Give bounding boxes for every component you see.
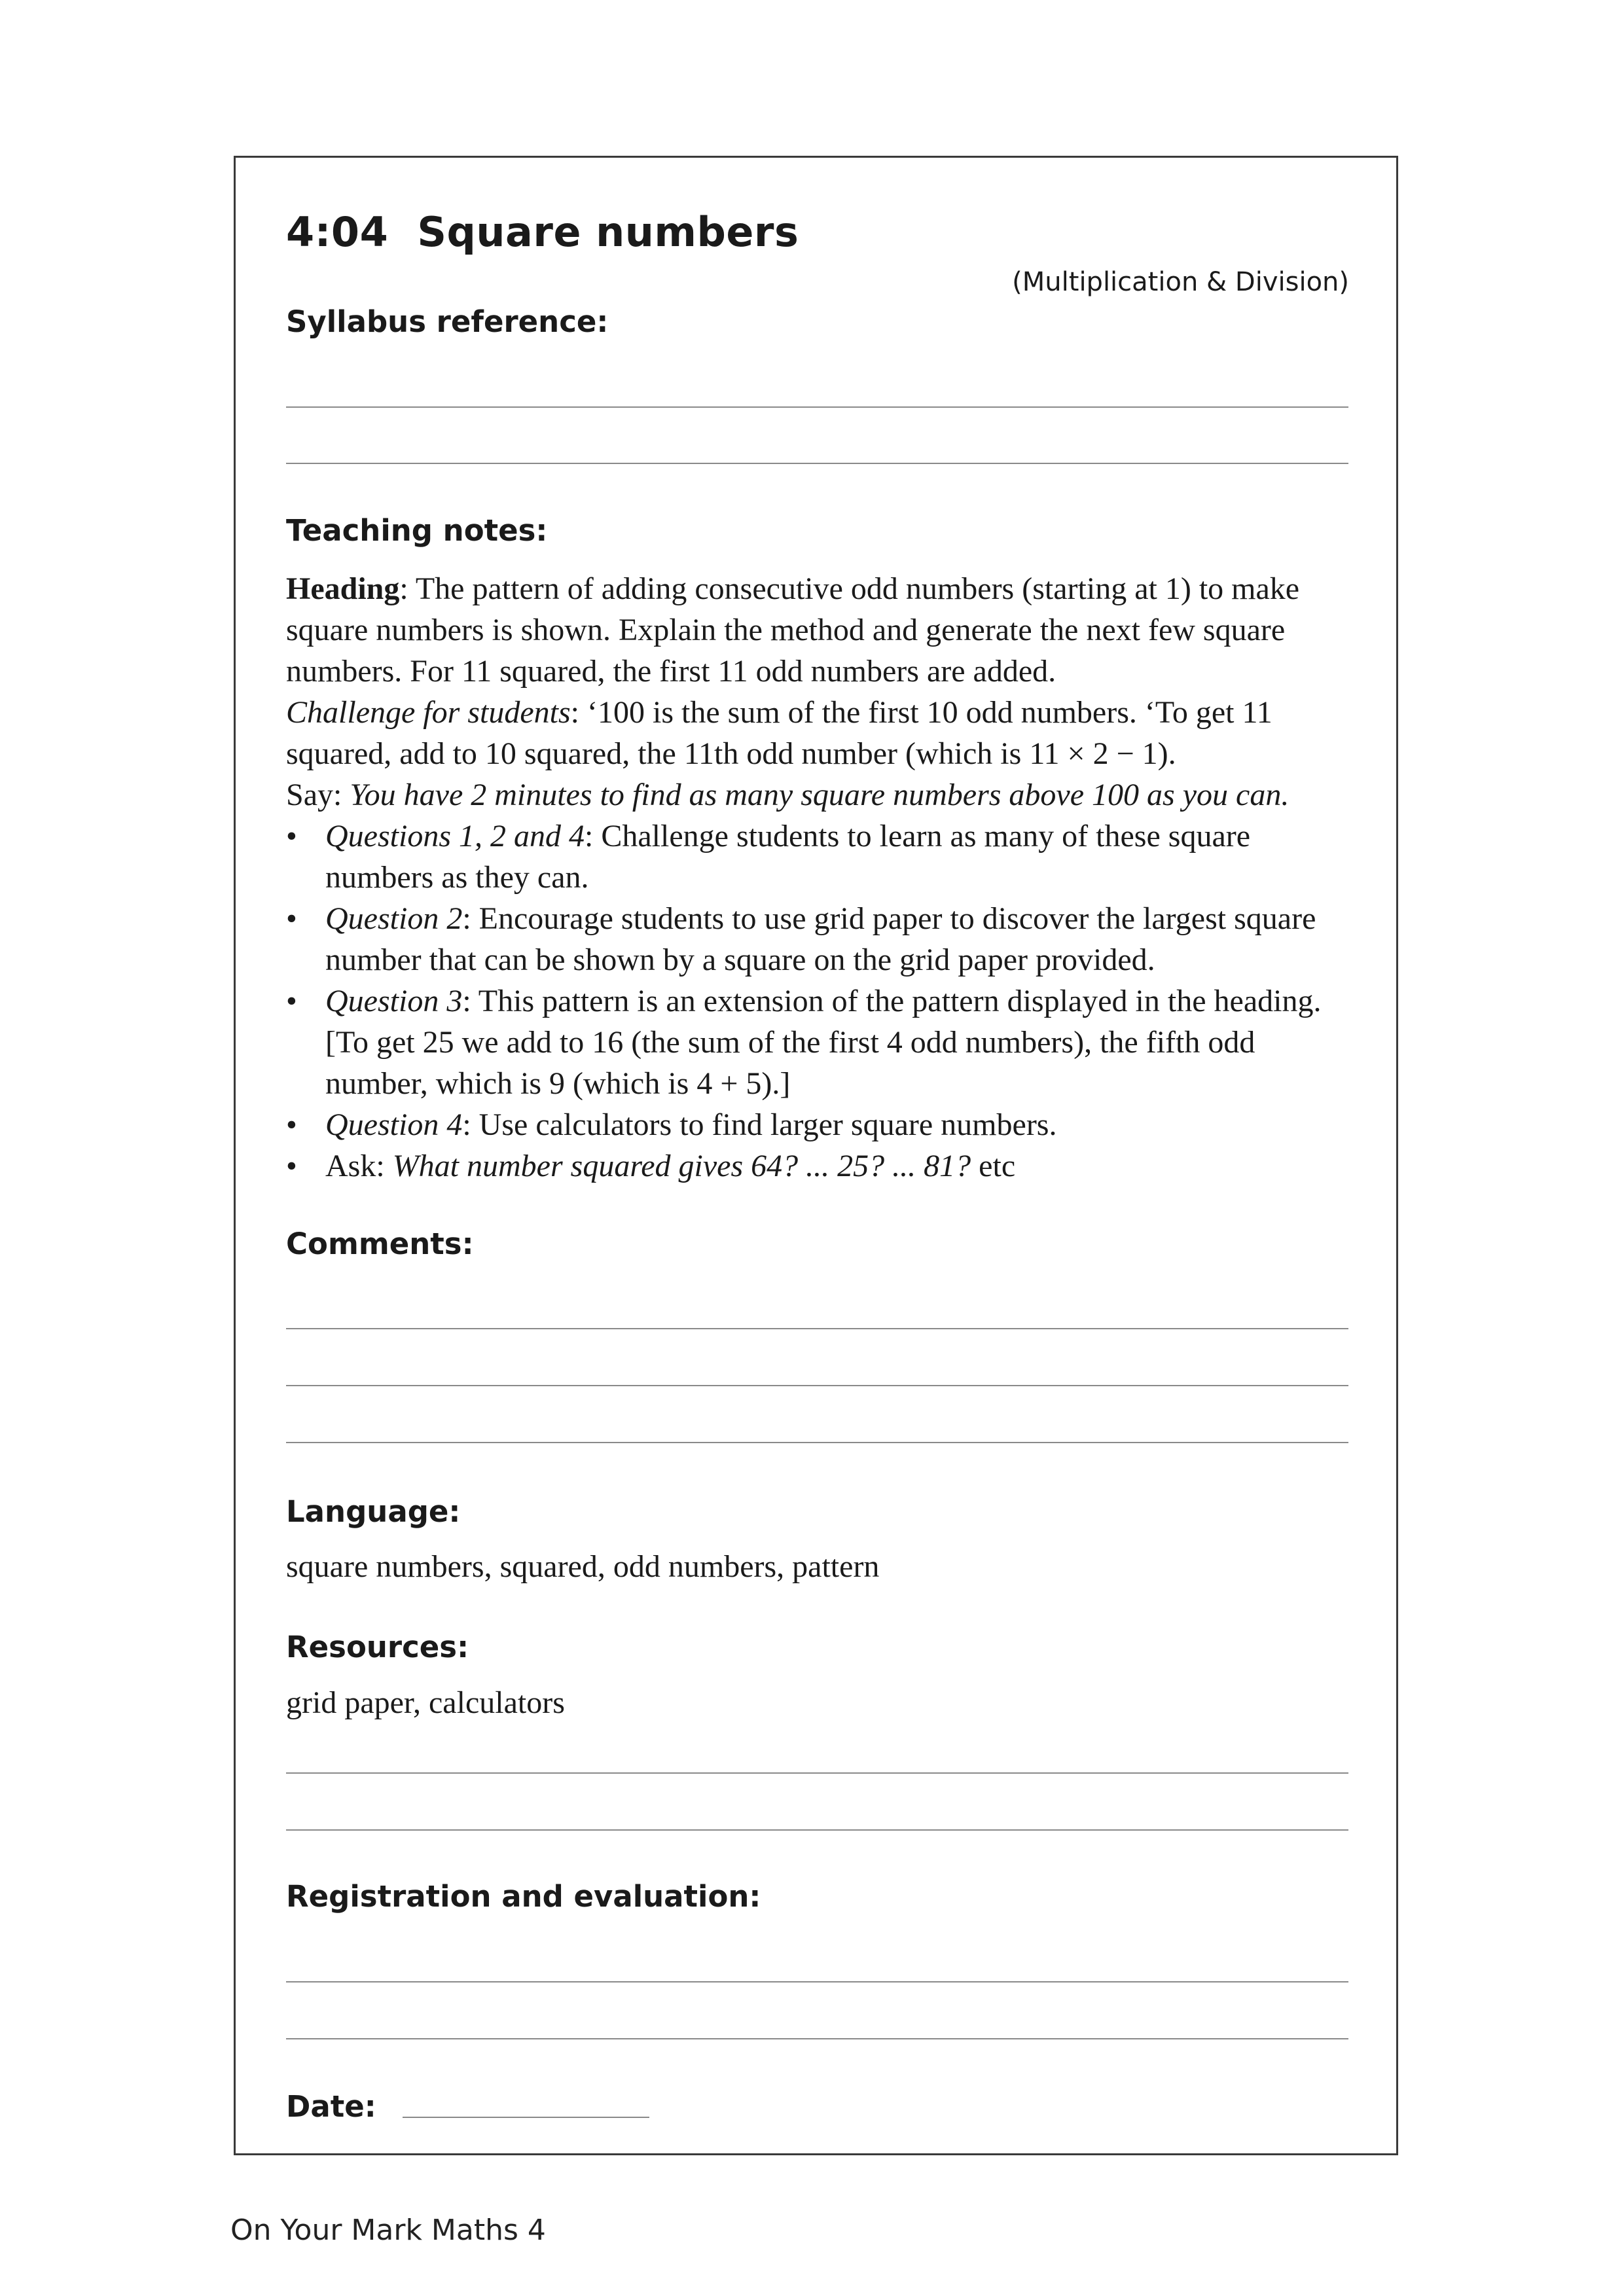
question-ref: Questions 1, 2 and 4 bbox=[325, 819, 585, 853]
list-item bbox=[286, 898, 1350, 980]
bullet-icon: • bbox=[286, 984, 297, 1018]
comments-label: Comments: bbox=[286, 1227, 474, 1261]
teaching-notes-body bbox=[286, 568, 1350, 1187]
date-line bbox=[403, 2117, 649, 2118]
bullet-icon: • bbox=[286, 1149, 297, 1183]
strand-label: (Multiplication & Division) bbox=[1012, 267, 1349, 297]
list-item bbox=[286, 816, 1350, 898]
comments-line-2 bbox=[286, 1385, 1348, 1386]
bullet-icon: • bbox=[286, 819, 297, 853]
question-ref: Question 4 bbox=[325, 1107, 463, 1142]
footer-text: On Your Mark Maths 4 bbox=[230, 2214, 546, 2247]
ask-suffix: etc bbox=[971, 1149, 1016, 1183]
question-notes-list bbox=[286, 816, 1350, 1187]
language-text: square numbers, squared, odd numbers, pattern bbox=[286, 1549, 880, 1584]
language-label: Language: bbox=[286, 1494, 461, 1529]
comments-line-1 bbox=[286, 1328, 1348, 1329]
question-note-text: : Challenge students to learn as many of these square numbers as they can. bbox=[325, 819, 1251, 895]
say-note bbox=[286, 774, 1350, 816]
syllabus-line-1 bbox=[286, 406, 1348, 408]
say-prefix: Say: bbox=[286, 778, 350, 812]
teaching-notes-label: Teaching notes: bbox=[286, 513, 548, 548]
date-label: Date: bbox=[286, 2089, 376, 2124]
page-title: 4:04 Square numbers bbox=[286, 208, 799, 256]
question-note-text: : This pattern is an extension of the pattern displayed in the heading. [To get 25 we add to 16 (the sum of the first 4 odd numbers), the fifth odd number, which is 9 (which is 4 + 5).] bbox=[325, 984, 1322, 1101]
heading-note-bold: Heading bbox=[286, 571, 400, 606]
syllabus-line-2 bbox=[286, 463, 1348, 464]
bullet-icon: • bbox=[286, 1107, 297, 1142]
challenge-note-italic: Challenge for students bbox=[286, 695, 571, 730]
ask-prefix: Ask: bbox=[325, 1149, 393, 1183]
registration-line-1 bbox=[286, 1981, 1348, 1982]
question-note-text: : Encourage students to use grid paper to discover the largest square number that can be shown by a square on the grid paper provided. bbox=[325, 901, 1316, 977]
list-item bbox=[286, 980, 1350, 1104]
say-italic: You have 2 minutes to find as many square numbers above 100 as you can. bbox=[350, 778, 1290, 812]
resources-line-1 bbox=[286, 1772, 1348, 1774]
list-item bbox=[286, 1145, 1350, 1187]
syllabus-reference-label: Syllabus reference: bbox=[286, 304, 609, 339]
bullet-icon: • bbox=[286, 901, 297, 936]
list-item bbox=[286, 1104, 1350, 1145]
ask-italic: What number squared gives 64? ... 25? ... 81? bbox=[392, 1149, 971, 1183]
heading-note-text: : The pattern of adding consecutive odd numbers (starting at 1) to make square numbers is shown. Explain the method and generate the next few square numbers. For 11 squared, the first 11 odd numbers are added. bbox=[286, 571, 1300, 689]
resources-label: Resources: bbox=[286, 1630, 469, 1664]
registration-label: Registration and evaluation: bbox=[286, 1879, 761, 1914]
challenge-note bbox=[286, 692, 1350, 774]
comments-line-3 bbox=[286, 1442, 1348, 1443]
registration-line-2 bbox=[286, 2038, 1348, 2039]
question-ref: Question 2 bbox=[325, 901, 463, 936]
challenge-note-text: : ‘100 is the sum of the first 10 odd numbers. ‘To get 11 squared, add to 10 squared, the 11th odd number (which is 11 × 2 − 1). bbox=[286, 695, 1272, 771]
question-note-text: : Use calculators to find larger square numbers. bbox=[462, 1107, 1057, 1142]
question-ref: Question 3 bbox=[325, 984, 463, 1018]
resources-line-2 bbox=[286, 1829, 1348, 1831]
heading-note bbox=[286, 568, 1350, 692]
resources-text: grid paper, calculators bbox=[286, 1685, 565, 1720]
